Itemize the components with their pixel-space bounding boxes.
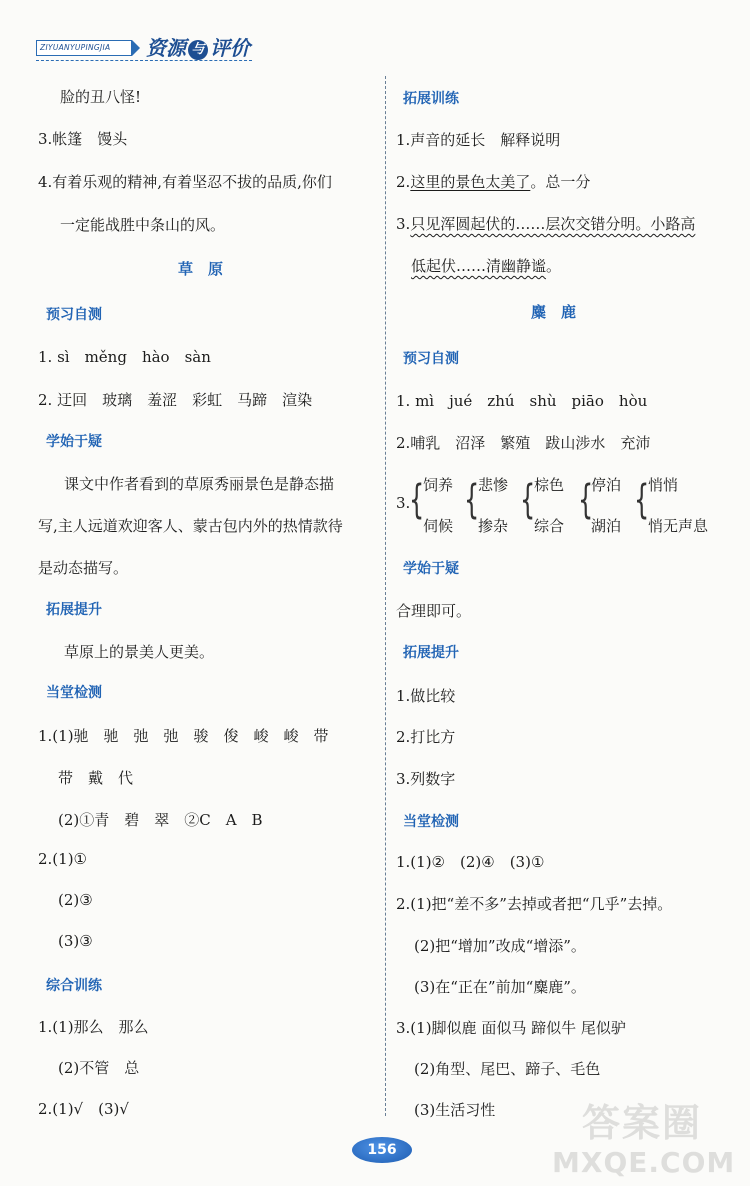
- section-title-yuxi-right: 预习自测: [403, 351, 459, 367]
- right-tuozhan-line-4: [411, 255, 561, 276]
- line-prefix: 2.: [396, 173, 411, 191]
- section-title-xueshi-left: 学始于疑: [46, 434, 102, 450]
- right-tuozhan-line-1: 1.声音的延长 解释说明: [396, 131, 561, 149]
- pair-4-top: 停泊: [591, 476, 622, 494]
- pair-4-bottom: 湖泊: [591, 517, 622, 535]
- right-dangtang-line-4: (3)在“正在”前加“麋鹿”。: [414, 978, 586, 996]
- header-title: [146, 32, 250, 61]
- lesson-title-caoyuan: 草 原: [178, 260, 224, 278]
- left-xueshi-line-1: 课文中作者看到的草原秀丽景色是静态描: [64, 475, 335, 493]
- right-tuozhan-ts-line-2: 2.打比方: [396, 728, 456, 746]
- right-dangtang-line-1: 1.(1)② (2)④ (3)①: [396, 853, 545, 871]
- section-title-zonghe-left: 综合训练: [46, 978, 102, 994]
- left-dangtang-line-1: 1.(1)驰 驰 弛 弛 骏 俊 峻 峻 带: [38, 727, 329, 745]
- brace-icon: {: [409, 477, 425, 523]
- left-dangtang-line-2: 带 戴 代: [58, 769, 134, 787]
- header-underline: [36, 60, 252, 61]
- right-dangtang-line-2: 2.(1)把“差不多”去掉或者把“几乎”去掉。: [396, 895, 673, 913]
- left-dangtang-line-3: (2)①青 碧 翠 ②C A B: [58, 811, 263, 829]
- left-dangtang-line-6: (3)③: [58, 932, 93, 950]
- pair-3-bottom: 综合: [534, 517, 565, 535]
- left-dangtang-line-5: (2)③: [58, 891, 93, 909]
- left-yuxi-line-1: 1. sì měng hào sàn: [38, 348, 211, 366]
- pair-1-bottom: 伺候: [423, 517, 454, 535]
- line-suffix: 。: [546, 257, 562, 275]
- left-line-1: 脸的丑八怪!: [60, 88, 142, 106]
- left-line-2: 3.帐篷 馒头: [38, 130, 128, 148]
- left-line-4: 一定能战胜中条山的风。: [60, 216, 226, 234]
- header-title-part2: 评价: [210, 36, 250, 60]
- header-pinyin-label: ZIYUANYUPINGJIA: [36, 40, 132, 56]
- pair-2-bottom: 掺杂: [478, 517, 509, 535]
- section-title-tuozhan-ts-right: 拓展提升: [403, 645, 459, 661]
- right-tuozhan-line-3: [396, 213, 695, 234]
- pair-1-top: 饲养: [423, 476, 454, 494]
- left-dangtang-line-4: 2.(1)①: [38, 850, 88, 868]
- pair-2-top: 悲惨: [478, 476, 509, 494]
- brace-icon: {: [578, 477, 594, 523]
- section-title-tuozhan-left: 拓展提升: [46, 602, 102, 618]
- left-tuozhan-line-1: 草原上的景美人更美。: [64, 643, 215, 661]
- brace-icon: {: [520, 477, 536, 523]
- wavy-underlined-text: 低起伏……清幽静谧: [411, 257, 547, 275]
- watermark-url: MXQE.COM: [552, 1146, 736, 1179]
- left-zonghe-line-1: 1.(1)那么 那么: [38, 1018, 149, 1036]
- wavy-underlined-text: 只见浑圆起伏的……层次交错分明。小路高: [410, 215, 696, 233]
- section-title-yuxi-left: 预习自测: [46, 307, 102, 323]
- left-xueshi-line-2: 写,主人远道欢迎客人、蒙古包内外的热情款待: [38, 517, 343, 535]
- left-line-3: 4.有着乐观的精神,有着坚忍不拔的品质,你们: [38, 173, 332, 191]
- right-dangtang-line-5: 3.(1)脚似鹿 面似马 蹄似牛 尾似驴: [396, 1019, 626, 1037]
- header-title-part1: 资源: [146, 36, 186, 60]
- left-zonghe-line-3: 2.(1)√ (3)√: [38, 1100, 129, 1118]
- left-yuxi-line-2: 2. 迂回 玻璃 羞涩 彩虹 马蹄 渲染: [38, 391, 313, 409]
- section-title-dangtang-left: 当堂检测: [46, 685, 102, 701]
- left-zonghe-line-2: (2)不管 总: [58, 1059, 140, 1077]
- right-yuxi-line-1: 1. mì jué zhú shù piāo hòu: [396, 392, 648, 410]
- watermark-logo: 答案圈: [582, 1101, 703, 1145]
- right-xueshi-line-1: 合理即可。: [396, 602, 472, 620]
- right-tuozhan-ts-line-1: 1.做比较: [396, 687, 456, 705]
- right-yuxi-line-2: 2.哺乳 沼泽 繁殖 跋山涉水 充沛: [396, 434, 651, 452]
- brace-icon: {: [634, 477, 650, 523]
- page-number: 156: [352, 1137, 412, 1163]
- pair-5-top: 悄悄: [648, 476, 679, 494]
- section-title-xueshi-right: 学始于疑: [403, 561, 459, 577]
- header-title-connector: 与: [188, 40, 208, 60]
- right-tuozhan-ts-line-3: 3.列数字: [396, 770, 456, 788]
- line-suffix: 。总一分: [530, 173, 591, 191]
- right-tuozhan-line-2: [396, 171, 590, 192]
- header-arrow-icon: [132, 40, 140, 56]
- right-dangtang-line-6: (2)角型、尾巴、蹄子、毛色: [414, 1060, 601, 1078]
- line-prefix: 3.: [396, 215, 411, 233]
- lesson-title-milu: 麋 鹿: [531, 303, 577, 321]
- section-title-tuozhan-xunlian: 拓展训练: [403, 91, 459, 107]
- section-title-dangtang-right: 当堂检测: [403, 814, 459, 830]
- left-xueshi-line-3: 是动态描写。: [38, 559, 129, 577]
- brace-icon: {: [464, 477, 480, 523]
- column-divider: [385, 76, 386, 1116]
- pair-5-bottom: 悄无声息: [648, 517, 709, 535]
- underlined-sentence: 这里的景色太美了: [410, 173, 531, 191]
- right-dangtang-line-3: (2)把“增加”改成“增添”。: [414, 937, 586, 955]
- right-dangtang-line-7: (3)生活习性: [414, 1101, 496, 1119]
- pair-3-top: 棕色: [534, 476, 565, 494]
- right-yuxi-line-3-number: 3.: [396, 494, 411, 512]
